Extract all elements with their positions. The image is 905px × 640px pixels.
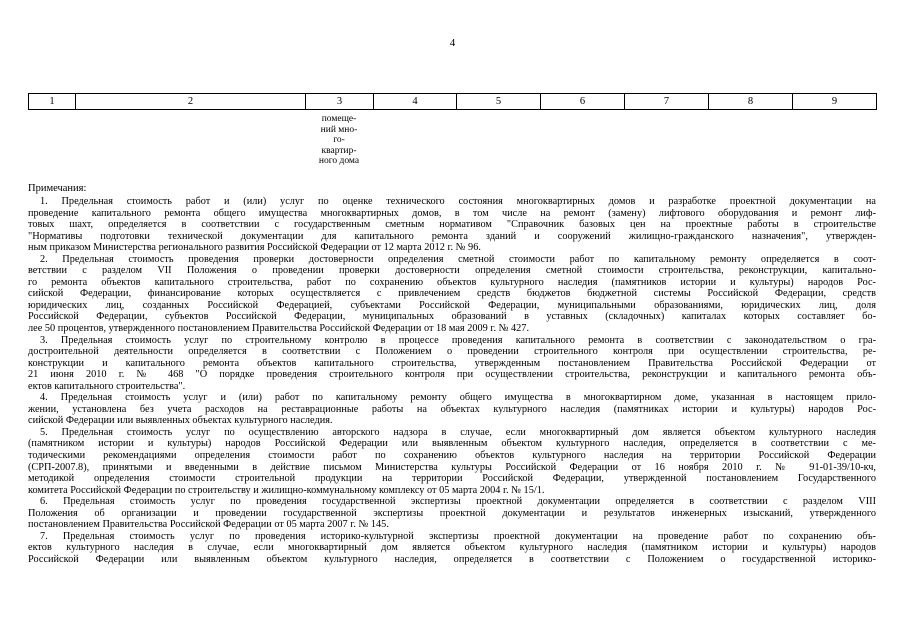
note-line: конструкции и капитального ремонта объектов капитального строительства, утвержденным постановлением Правительства Российской Федерации от [28, 357, 876, 369]
note-line: ветствии с разделом VII Положения о проведении проверки достоверности определения сметной стоимости строительства, реконструкции, капитально- [28, 265, 876, 277]
text-line: помеще- [321, 114, 357, 124]
column-number-cell: 8 [709, 94, 793, 110]
note-line: 1. Предельная стоимость работ и (или) услуг по оценке технического состояния многоквартирных домов и разработке проектной документации на [40, 196, 876, 207]
note-line: ектов культурного наследия в случае, если многоквартирный дом является объектом культурного наследия (памятником истории и культуры) народов [28, 542, 876, 554]
note-line: 6. Предельная стоимость услуг по проведения государственной экспертизы проектной документации определяется в соответствии с разделом VIII [40, 496, 876, 508]
note-line: 21 июня 2010 г. № 468 "О порядке проведения строительного контроля при осуществлении строительства, реконструкции и капитального ремонта объ- [28, 369, 876, 381]
note-line: сийской Федерации, финансирование которых осуществляется с привлечением средств бюджетов бюджетной системы Российской Федерации, средств [28, 288, 876, 300]
note-line: достроительной деятельности определяется в соответствии с Положением о проведении строительного контроля при осуществлении строительства, ре- [28, 346, 876, 358]
notes-heading: Примечания: [28, 183, 87, 194]
note-line: жении, установлена без учета расходов на реставрационные работы на объектах культурного наследия (памятниках истории и культуры) народов Рос- [28, 403, 876, 415]
text-line: го- [333, 135, 345, 145]
note-line: ным приказом Министерства регионального развития Российской Федерации от 12 марта 2012 г. № 96. [28, 242, 481, 254]
column-number-cell: 7 [625, 94, 709, 110]
note-line: 5. Предельная стоимость услуг по осуществлению авторского надзора в случае, если многоквартирный дом является объектом культурного наследия [40, 426, 876, 438]
note-paragraph [28, 254, 876, 335]
note-paragraph [28, 496, 876, 531]
note-line: (памятником истории и культуры) народов Российской Федерации или выявленным объектом культурного наследия, определяется в соответствии с ме- [28, 438, 876, 450]
column-3-continuation-text [305, 114, 373, 167]
note-line: юридических лиц, созданных Российской Федерацией, субъектами Российской Федерации, муниципальными образованиями, юридических лиц, доля [28, 299, 876, 311]
note-line: ектов капитального строительства". [28, 380, 186, 392]
note-line: Российской Федерации или выявленным объектом культурного наследия, определяется в соответствии с Положением о государственной историко- [28, 553, 876, 565]
column-number-cell: 3 [306, 94, 374, 110]
column-number-cell: 5 [457, 94, 541, 110]
note-paragraph [28, 531, 876, 566]
column-number-cell: 9 [793, 94, 877, 110]
note-line: го ремонта объектов капитального строительства, работ по сохранению объектов культурного наследия (памятников истории и культуры) народов Рос- [28, 276, 876, 288]
note-line: тодическими рекомендациями определения стоимости работ по сохранению объектов культурного наследия на территории Российской Федерации [28, 450, 876, 462]
note-line: 2. Предельная стоимость проведения проверки достоверности определения сметной стоимости работ по капитальному ремонту определяется в соот- [40, 253, 876, 265]
note-paragraph [28, 392, 876, 427]
note-line: комитета Российской Федерации по строительству и жилищно-коммунальному комплексу от 05 марта 2004 г. № 15/1. [28, 484, 545, 496]
note-line: 4. Предельная стоимость услуг и (или) работ по капитальному ремонту общего имущества в многоквартирном доме, указанная в настоящем прило- [40, 392, 876, 404]
column-number-cell: 6 [541, 94, 625, 110]
note-line: методикой определения стоимости строительной продукции на территории Российской Федерации, утвержденной постановлением Государственного [28, 473, 876, 485]
note-line: Российской Федерации, субъектов Российской Федерации, муниципальных образований в уставных (складочных) капиталах которых составляет бо- [28, 311, 876, 323]
note-line: "Нормативы подготовки технической документации для капитального ремонта зданий и сооружений жилищно-гражданского назначения", утвержден- [28, 230, 876, 242]
note-line: постановлением Правительства Российской Федерации от 05 марта 2007 г. № 145. [28, 519, 389, 531]
note-paragraph [28, 335, 876, 393]
note-paragraph [28, 196, 876, 254]
note-line: лее 50 процентов, утвержденного постановлением Правительства Российской Федерации от 18 мая 2009 г. № 427. [28, 323, 530, 335]
note-line: (СРП-2007.8), принятыми и введенными в действие письмом Министерства культуры Российской Федерации от 16 ноября 2010 г. № 91-01-39/10-кч, [28, 461, 876, 473]
note-line: Положения об организации и проведении государственной экспертизы проектной документации и результатов инженерных изысканий, утвержденного [28, 507, 876, 519]
text-line: ний мно- [320, 124, 358, 135]
note-line: товых шахт, определяется в соответствии с государственным сметным нормативом "Справочник базовых цен на проектные работы в строительстве [28, 219, 876, 231]
column-number-cell: 1 [29, 94, 76, 110]
text-line: квартир- [321, 145, 357, 156]
page-number: 4 [449, 37, 456, 49]
column-number-cell: 2 [76, 94, 306, 110]
column-number-cell: 4 [374, 94, 457, 110]
note-line: 7. Предельная стоимость услуг по проведения историко-культурной экспертизы проектной документации на проведение работ по сохранению объ- [40, 530, 876, 542]
note-paragraph [28, 427, 876, 496]
note-line: 3. Предельная стоимость услуг по строительному контролю в процессе проведения капитального ремонта в соответствии с законодательством о гра- [40, 334, 876, 346]
text-line: ного дома [318, 156, 360, 166]
notes-body [28, 196, 876, 566]
note-line: проведение капитального ремонта общего имущества многоквартирных домов, в том числе на ремонт (замену) лифтового оборудования и ремонт лиф- [28, 207, 876, 219]
note-line: сийской Федерации или выявленных объектах культурного наследия. [28, 415, 333, 427]
column-number-row [29, 94, 877, 110]
column-number-table [28, 93, 877, 110]
